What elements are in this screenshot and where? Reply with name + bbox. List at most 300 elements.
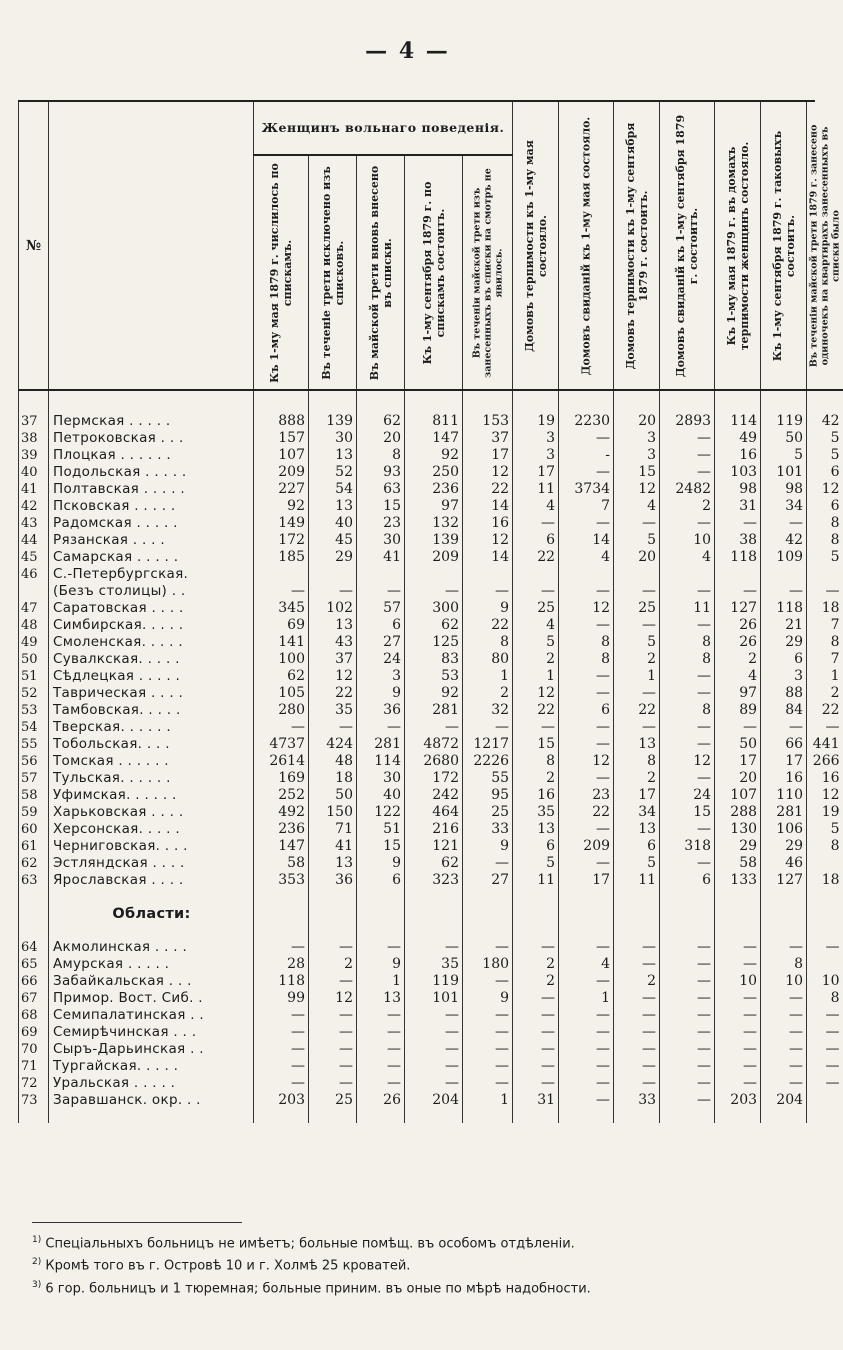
value-cell: 118 xyxy=(715,549,761,566)
empty-cell xyxy=(463,1109,513,1123)
value-cell: 118 xyxy=(761,600,807,617)
value-cell: 1 xyxy=(357,973,405,990)
value-cell: — xyxy=(660,855,715,872)
value-cell: — xyxy=(715,515,761,532)
value-cell: 45 xyxy=(309,532,357,549)
value-cell: 216 xyxy=(405,821,463,838)
table-row xyxy=(19,855,843,872)
row-number: 56 xyxy=(19,753,49,770)
value-cell: — xyxy=(614,1024,660,1041)
value-cell: 13 xyxy=(614,821,660,838)
value-cell: 8 xyxy=(513,753,559,770)
row-number: 52 xyxy=(19,685,49,702)
value-cell: — xyxy=(513,719,559,736)
row-number: 62 xyxy=(19,855,49,872)
region-name: Эстляндская . . . . xyxy=(49,855,254,872)
row-number: 69 xyxy=(19,1024,49,1041)
column-header: Домовъ свиданій къ 1-му мая состояло. xyxy=(579,116,593,375)
value-cell: 7 xyxy=(807,651,843,668)
value-cell: 2 xyxy=(513,956,559,973)
value-cell: 100 xyxy=(254,651,309,668)
value-cell: 15 xyxy=(357,838,405,855)
value-cell: 15 xyxy=(513,736,559,753)
value-cell: — xyxy=(660,770,715,787)
region-name: Уфимская. . . . . . xyxy=(49,787,254,804)
column-header: Въ теченіе трети исключено изъ списковъ. xyxy=(319,165,346,380)
value-cell: 122 xyxy=(357,804,405,821)
value-cell: 10 xyxy=(761,973,807,990)
value-cell: 12 xyxy=(559,753,614,770)
value-cell: — xyxy=(463,1075,513,1092)
value-cell: — xyxy=(357,719,405,736)
row-number: 45 xyxy=(19,549,49,566)
value-cell: 141 xyxy=(254,634,309,651)
value-cell: 203 xyxy=(715,1092,761,1109)
value-cell: 40 xyxy=(357,787,405,804)
value-cell: 103 xyxy=(715,464,761,481)
value-cell: — xyxy=(614,617,660,634)
section-title: Области: xyxy=(49,889,254,939)
value-cell: 22 xyxy=(559,804,614,821)
table-row xyxy=(19,821,843,838)
region-name: (Безъ столицы) . . xyxy=(49,583,254,600)
value-cell: — xyxy=(309,719,357,736)
value-cell: 6 xyxy=(513,532,559,549)
row-number: 66 xyxy=(19,973,49,990)
value-cell: 9 xyxy=(463,600,513,617)
value-cell: — xyxy=(761,515,807,532)
value-cell: — xyxy=(715,1058,761,1075)
value-cell: 35 xyxy=(513,804,559,821)
value-cell: 92 xyxy=(254,498,309,515)
empty-cell xyxy=(761,1109,807,1123)
value-cell: 17 xyxy=(614,787,660,804)
value-cell: — xyxy=(463,719,513,736)
value-cell: 22 xyxy=(513,702,559,719)
value-cell: 8 xyxy=(660,702,715,719)
value-cell: 3 xyxy=(614,447,660,464)
table-row xyxy=(19,736,843,753)
region-name: Псковская . . . . . xyxy=(49,498,254,515)
value-cell: — xyxy=(309,1075,357,1092)
value-cell: — xyxy=(660,1075,715,1092)
empty-cell xyxy=(357,1109,405,1123)
value-cell: 300 xyxy=(405,600,463,617)
value-cell: 4 xyxy=(513,498,559,515)
value-cell: — xyxy=(463,583,513,600)
region-name: Сыръ-Дарьинская . . xyxy=(49,1041,254,1058)
value-cell: 35 xyxy=(309,702,357,719)
value-cell: 109 xyxy=(761,549,807,566)
value-cell: 209 xyxy=(254,464,309,481)
value-cell: 424 xyxy=(309,736,357,753)
value-cell: 9 xyxy=(357,855,405,872)
value-cell: 11 xyxy=(614,872,660,889)
region-name: Семипалатинская . . xyxy=(49,1007,254,1024)
table-row xyxy=(19,719,843,736)
value-cell: — xyxy=(807,1058,843,1075)
value-cell: — xyxy=(660,1041,715,1058)
value-cell: — xyxy=(660,668,715,685)
region-name: Ярославская . . . . xyxy=(49,872,254,889)
value-cell: 288 xyxy=(715,804,761,821)
empty-cell xyxy=(49,1109,254,1123)
value-cell: 127 xyxy=(761,872,807,889)
value-cell: — xyxy=(807,719,843,736)
empty-cell xyxy=(614,889,660,939)
value-cell: — xyxy=(463,1041,513,1058)
table-body xyxy=(19,390,843,1123)
row-number: 73 xyxy=(19,1092,49,1109)
value-cell: — xyxy=(761,1058,807,1075)
value-cell: — xyxy=(559,1075,614,1092)
value-cell: 4872 xyxy=(405,736,463,753)
empty-cell xyxy=(513,1109,559,1123)
value-cell: 29 xyxy=(761,838,807,855)
value-cell: 107 xyxy=(715,787,761,804)
column-header: Къ 1-му сентября 1879 г. таковыхъ состоитъ. xyxy=(770,130,797,361)
value-cell xyxy=(309,566,357,583)
value-cell: 1 xyxy=(513,668,559,685)
row-number: 67 xyxy=(19,990,49,1007)
value-cell: 38 xyxy=(715,532,761,549)
value-cell: — xyxy=(715,939,761,956)
value-cell: — xyxy=(761,1007,807,1024)
empty-cell xyxy=(254,1109,309,1123)
region-name: Таврическая . . . . xyxy=(49,685,254,702)
footnote: $^{1)}$ Спеціальныхъ больницъ не имѣетъ; больные помѣщ. въ особомъ отдѣленіи. xyxy=(32,1235,575,1252)
footnote: $^{2)}$ Кромѣ того въ г. Островѣ 10 и г. Холмѣ 25 кроватей. xyxy=(32,1257,411,1274)
value-cell: 11 xyxy=(513,481,559,498)
region-name: Саратовская . . . . xyxy=(49,600,254,617)
value-cell xyxy=(559,566,614,583)
table-row xyxy=(19,566,843,583)
value-cell: 185 xyxy=(254,549,309,566)
value-cell: 5 xyxy=(807,549,843,566)
region-name: С.-Петербургская. xyxy=(49,566,254,583)
value-cell: 18 xyxy=(807,600,843,617)
value-cell: 50 xyxy=(761,430,807,447)
value-cell: 101 xyxy=(761,464,807,481)
value-cell: 3 xyxy=(761,668,807,685)
empty-cell xyxy=(513,889,559,939)
value-cell: — xyxy=(309,1007,357,1024)
value-cell: 6 xyxy=(660,872,715,889)
value-cell: 30 xyxy=(309,430,357,447)
value-cell: 50 xyxy=(715,736,761,753)
value-cell: — xyxy=(254,1058,309,1075)
value-cell: 281 xyxy=(405,702,463,719)
empty-cell xyxy=(463,889,513,939)
value-cell: 2226 xyxy=(463,753,513,770)
value-cell: — xyxy=(761,719,807,736)
value-cell: — xyxy=(405,719,463,736)
table-row xyxy=(19,787,843,804)
value-cell: — xyxy=(463,855,513,872)
table-row xyxy=(19,498,843,515)
value-cell: — xyxy=(715,1075,761,1092)
value-cell: 17 xyxy=(463,447,513,464)
value-cell: 2680 xyxy=(405,753,463,770)
value-cell: — xyxy=(254,1024,309,1041)
value-cell: 57 xyxy=(357,600,405,617)
value-cell: 27 xyxy=(357,634,405,651)
value-cell: — xyxy=(761,990,807,1007)
value-cell: 242 xyxy=(405,787,463,804)
row-number: 48 xyxy=(19,617,49,634)
value-cell: 203 xyxy=(254,1092,309,1109)
value-cell: 133 xyxy=(715,872,761,889)
value-cell xyxy=(660,566,715,583)
value-cell: 37 xyxy=(309,651,357,668)
value-cell: 147 xyxy=(405,430,463,447)
value-cell: 2230 xyxy=(559,390,614,430)
value-cell: 22 xyxy=(463,617,513,634)
value-cell: 53 xyxy=(405,668,463,685)
value-cell: 4737 xyxy=(254,736,309,753)
value-cell: — xyxy=(405,583,463,600)
value-cell: 2482 xyxy=(660,481,715,498)
region-name: Херсонская. . . . . xyxy=(49,821,254,838)
value-cell: — xyxy=(660,956,715,973)
region-name: Петроковская . . . xyxy=(49,430,254,447)
value-cell: 42 xyxy=(807,390,843,430)
value-cell: 15 xyxy=(614,464,660,481)
value-cell: — xyxy=(660,447,715,464)
value-cell: — xyxy=(807,1007,843,1024)
region-name: Рязанская . . . . xyxy=(49,532,254,549)
value-cell: — xyxy=(254,583,309,600)
empty-cell xyxy=(660,889,715,939)
value-cell: 80 xyxy=(463,651,513,668)
value-cell: 127 xyxy=(715,600,761,617)
value-cell: 105 xyxy=(254,685,309,702)
table-row xyxy=(19,872,843,889)
region-name: Примор. Вост. Сиб. . xyxy=(49,990,254,1007)
value-cell: 26 xyxy=(357,1092,405,1109)
value-cell: — xyxy=(660,990,715,1007)
value-cell: 139 xyxy=(405,532,463,549)
value-cell: — xyxy=(614,719,660,736)
value-cell: 6 xyxy=(357,872,405,889)
row-number: 68 xyxy=(19,1007,49,1024)
value-cell: 30 xyxy=(357,770,405,787)
table-row xyxy=(19,390,843,430)
value-cell: 6 xyxy=(807,498,843,515)
row-number: 43 xyxy=(19,515,49,532)
value-cell: 2 xyxy=(660,498,715,515)
column-header: Въ теченіи майской трети 1879 г. занесено одиночекъ на квартирахъ занесенныхъ въ списки было xyxy=(808,124,842,367)
value-cell: 19 xyxy=(807,804,843,821)
value-cell: — xyxy=(463,1058,513,1075)
value-cell: 32 xyxy=(463,702,513,719)
empty-cell xyxy=(559,889,614,939)
value-cell: 119 xyxy=(761,390,807,430)
region-name: Тамбовская. . . . . xyxy=(49,702,254,719)
value-cell: 36 xyxy=(357,702,405,719)
region-name: Тургайская. . . . . xyxy=(49,1058,254,1075)
value-cell: 71 xyxy=(309,821,357,838)
value-cell: 6 xyxy=(357,617,405,634)
row-number: 39 xyxy=(19,447,49,464)
value-cell: 250 xyxy=(405,464,463,481)
table-row xyxy=(19,1058,843,1075)
value-cell: — xyxy=(660,464,715,481)
value-cell: 22 xyxy=(513,549,559,566)
value-cell: 6 xyxy=(559,702,614,719)
table-row xyxy=(19,549,843,566)
value-cell: 2893 xyxy=(660,390,715,430)
value-cell: 20 xyxy=(614,390,660,430)
value-cell: 2 xyxy=(614,973,660,990)
value-cell: — xyxy=(559,736,614,753)
value-cell: 209 xyxy=(405,549,463,566)
value-cell: 8 xyxy=(807,838,843,855)
value-cell: 9 xyxy=(463,990,513,1007)
value-cell: 40 xyxy=(309,515,357,532)
region-name: Сѣдлецкая . . . . . xyxy=(49,668,254,685)
value-cell: — xyxy=(715,1007,761,1024)
value-cell: 169 xyxy=(254,770,309,787)
table-row xyxy=(19,753,843,770)
value-cell: 8 xyxy=(660,651,715,668)
value-cell: 92 xyxy=(405,447,463,464)
value-cell xyxy=(463,566,513,583)
value-cell: 37 xyxy=(463,430,513,447)
value-cell: 6 xyxy=(513,838,559,855)
value-cell: — xyxy=(559,1024,614,1041)
region-name: Самарская . . . . . xyxy=(49,549,254,566)
page-number: — 4 — xyxy=(365,38,450,64)
value-cell: — xyxy=(660,1007,715,1024)
value-cell: — xyxy=(715,583,761,600)
value-cell: 20 xyxy=(715,770,761,787)
value-cell: 172 xyxy=(254,532,309,549)
value-cell: — xyxy=(660,1092,715,1109)
section-row xyxy=(19,889,843,939)
value-cell: — xyxy=(614,956,660,973)
value-cell: 25 xyxy=(614,600,660,617)
row-number: 53 xyxy=(19,702,49,719)
value-cell: — xyxy=(559,1041,614,1058)
value-cell: 62 xyxy=(405,617,463,634)
row-number: 47 xyxy=(19,600,49,617)
value-cell: 7 xyxy=(807,617,843,634)
value-cell: — xyxy=(715,719,761,736)
value-cell: — xyxy=(660,1024,715,1041)
value-cell: 63 xyxy=(357,481,405,498)
women-group-header: Женщинъ вольнаго поведенія. xyxy=(254,102,513,155)
value-cell: 41 xyxy=(357,549,405,566)
value-cell: 106 xyxy=(761,821,807,838)
value-cell: — xyxy=(614,685,660,702)
value-cell: — xyxy=(559,719,614,736)
value-cell: 12 xyxy=(559,600,614,617)
value-cell xyxy=(761,566,807,583)
table-row xyxy=(19,685,843,702)
value-cell: 204 xyxy=(405,1092,463,1109)
value-cell: 92 xyxy=(405,685,463,702)
row-number: 65 xyxy=(19,956,49,973)
value-cell: 12 xyxy=(513,685,559,702)
value-cell: 464 xyxy=(405,804,463,821)
empty-cell xyxy=(309,1109,357,1123)
value-cell: 8 xyxy=(807,532,843,549)
value-cell: 95 xyxy=(463,787,513,804)
value-cell: 26 xyxy=(715,617,761,634)
value-cell: 15 xyxy=(660,804,715,821)
region-name: Томская . . . . . . xyxy=(49,753,254,770)
value-cell: — xyxy=(715,956,761,973)
empty-cell xyxy=(357,889,405,939)
value-cell: 27 xyxy=(463,872,513,889)
value-cell: 353 xyxy=(254,872,309,889)
column-header: Къ 1-му мая 1879 г. въ домахъ терпимости женщинъ состояло. xyxy=(724,141,751,350)
value-cell: 13 xyxy=(309,447,357,464)
value-cell: 98 xyxy=(715,481,761,498)
value-cell: 266 xyxy=(807,753,843,770)
value-cell: 8 xyxy=(660,634,715,651)
table-row xyxy=(19,668,843,685)
value-cell: 1 xyxy=(807,668,843,685)
value-cell: 69 xyxy=(254,617,309,634)
value-cell: 29 xyxy=(761,634,807,651)
value-cell: 34 xyxy=(614,804,660,821)
value-cell: 4 xyxy=(513,617,559,634)
empty-cell xyxy=(807,889,843,939)
row-number: 71 xyxy=(19,1058,49,1075)
value-cell: — xyxy=(559,855,614,872)
value-cell: — xyxy=(309,583,357,600)
value-cell: — xyxy=(309,1024,357,1041)
region-column-header xyxy=(49,102,254,390)
value-cell: — xyxy=(614,1041,660,1058)
value-cell: — xyxy=(660,973,715,990)
region-name: Тульская. . . . . . xyxy=(49,770,254,787)
value-cell: 28 xyxy=(254,956,309,973)
value-cell: — xyxy=(715,1041,761,1058)
value-cell: — xyxy=(761,1041,807,1058)
value-cell: 4 xyxy=(559,956,614,973)
value-cell: 99 xyxy=(254,990,309,1007)
region-name: Уральская . . . . . xyxy=(49,1075,254,1092)
value-cell: 46 xyxy=(761,855,807,872)
value-cell: — xyxy=(357,583,405,600)
value-cell: — xyxy=(357,1024,405,1041)
empty-cell xyxy=(405,889,463,939)
table-row xyxy=(19,532,843,549)
value-cell: 12 xyxy=(309,668,357,685)
value-cell: 25 xyxy=(309,1092,357,1109)
value-cell: 3 xyxy=(357,668,405,685)
value-cell: — xyxy=(660,617,715,634)
value-cell: 12 xyxy=(463,532,513,549)
value-cell: — xyxy=(807,939,843,956)
value-cell: 323 xyxy=(405,872,463,889)
region-name: Забайкальская . . . xyxy=(49,973,254,990)
region-name: Семирѣчинская . . . xyxy=(49,1024,254,1041)
value-cell: 121 xyxy=(405,838,463,855)
value-cell: — xyxy=(761,1024,807,1041)
value-cell: 6 xyxy=(761,651,807,668)
value-cell: 48 xyxy=(309,753,357,770)
value-cell: — xyxy=(405,939,463,956)
value-cell: 139 xyxy=(309,390,357,430)
value-cell: 10 xyxy=(807,973,843,990)
value-cell: 3734 xyxy=(559,481,614,498)
value-cell: — xyxy=(405,1058,463,1075)
value-cell: — xyxy=(614,515,660,532)
